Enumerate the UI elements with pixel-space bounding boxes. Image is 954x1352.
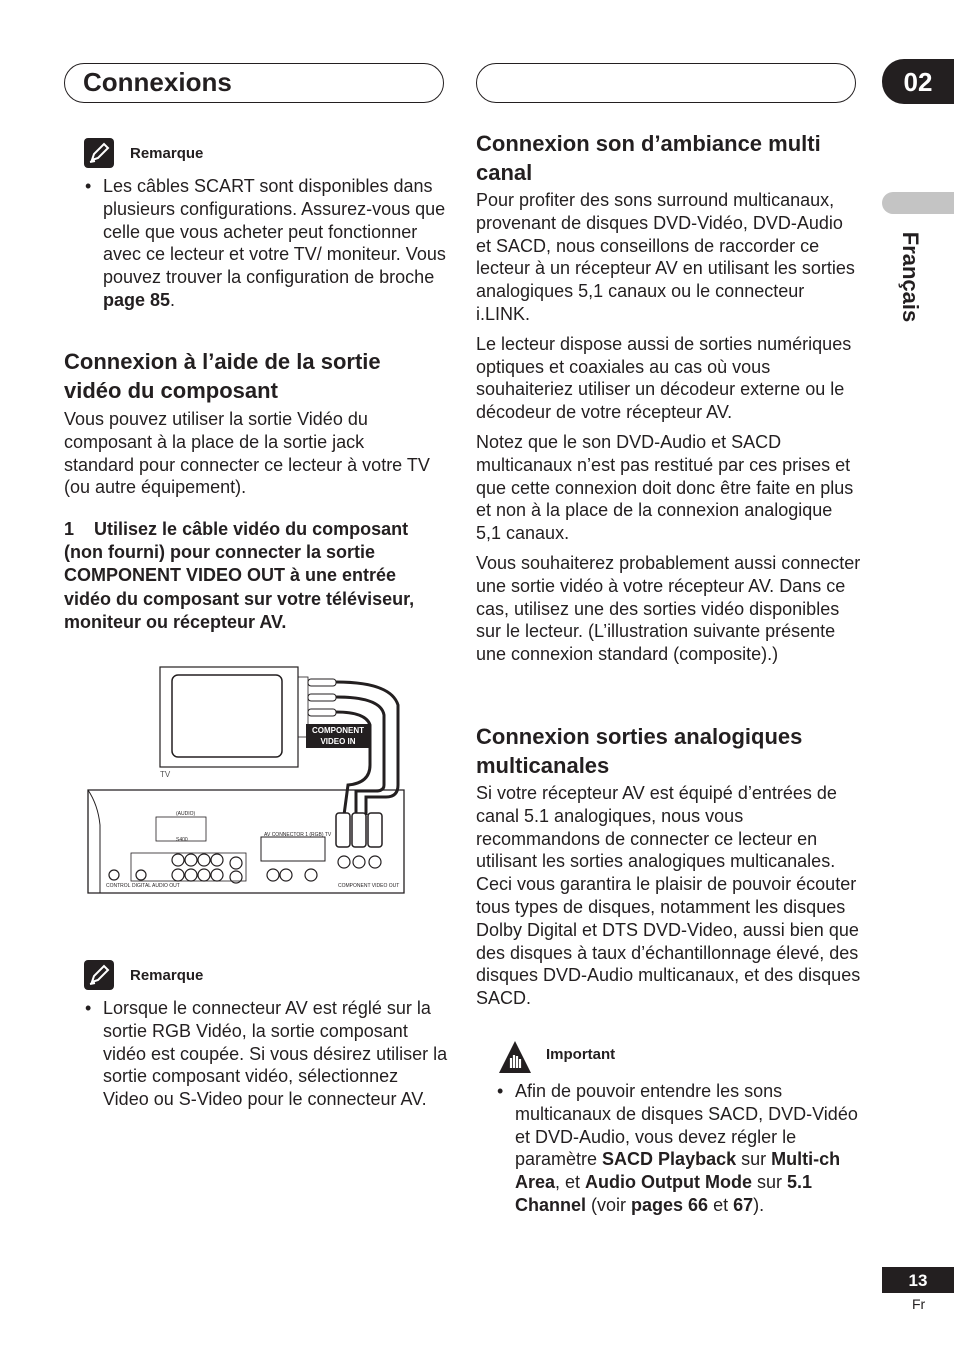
section-heading: Connexion à l’aide de la sortie vidéo du composant <box>64 349 381 403</box>
svg-text:CONTROL: CONTROL <box>106 883 131 889</box>
note-bullet: • Les câbles SCART sont disponibles dans plusieurs configurations. Assurez-vous que celle que vous acheter peut fonctionner avec ce lecteur et votre TV/ moniteur. Vous pouvez trouver la configuration de broche page 85. <box>85 176 446 310</box>
svg-text:S400: S400 <box>176 837 188 843</box>
section-heading: Connexion son d’ambiance multi canal <box>476 131 821 185</box>
header-blank-pill <box>476 63 856 103</box>
note-label: Remarque <box>130 967 204 984</box>
chapter-title-pill <box>64 63 444 103</box>
page-title: Connexions <box>83 67 232 97</box>
important-label: Important <box>546 1046 616 1063</box>
section-body: Vous pouvez utiliser la sortie Vidéo du composant à la place de la sortie jack standard pour connecter ce lecteur à votre TV (ou autre équipement). <box>64 409 430 498</box>
tv-input-label: COMPONENT <box>312 726 364 735</box>
important-bullet: • Afin de pouvoir entendre les sons multicanaux de disques SACD, DVD-Vidéo et DVD-Audio, vous devez régler le paramètre SACD Playback sur Multi-ch Area, et Audio Output Mode sur 5.1 Channel (voir pages 66 et 67). <box>497 1081 858 1215</box>
language-label: Français <box>898 231 923 323</box>
svg-text:COMPONENT VIDEO OUT: COMPONENT VIDEO OUT <box>338 883 400 889</box>
language-tab <box>880 224 940 334</box>
side-tab <box>882 192 954 214</box>
svg-text:DIGITAL AUDIO OUT: DIGITAL AUDIO OUT <box>132 883 180 889</box>
section-body: Pour profiter des sons surround multicanaux, provenant de disques DVD-Vidéo, DVD-Audio et SACD, nous conseillons de raccorder ce lecteur à un récepteur AV en utilisant les sorties analogiques 5,1 canaux ou le connecteur i.LINK. Le lecteur dispose aussi de sorties numériques optiques et coaxiales au cas où vous souhaiteriez utiliser un décodeur externe ou le décodeur de votre récepteur AV. Notez que le son DVD-Audio et SACD multicanaux n’est pas restitué par ces prises et que cette connexion doit donc être faite en plus et non à la place de la connexion analogique 5,1 canaux. Vous souhaiterez probablement aussi connecter une sortie vidéo à votre récepteur AV. Dans ce cas, utilisez une des sorties vidéo disponibles sur le lecteur. (L’illustration suivante présente une connexion standard (composite).) <box>476 190 861 665</box>
note-pencil-icon <box>84 960 114 990</box>
note-pencil-icon <box>84 138 114 168</box>
connection-diagram <box>86 665 406 900</box>
tv-label: TV <box>160 770 171 779</box>
svg-text:AV CONNECTOR 1 (RGB) TV: AV CONNECTOR 1 (RGB) TV <box>264 832 332 838</box>
section-body: Si votre récepteur AV est équipé d’entrées de canal 5.1 analogiques, nous vous recommandons de connecter ce lecteur en utilisant les sorties analogiques multicanales. Ceci vous garantira le plaisir de pouvoir écouter tous types de disques, notamment les disques Dolby Digital et DTS DVD-Video, aussi bien que des disques à taux d’échantillonnage élevé, des disques DVD-Audio multicanaux, et des disques SACD. <box>476 783 861 1009</box>
page-number: 13 <box>882 1267 954 1293</box>
section-heading: Connexion sorties analogiques multicanales <box>476 724 803 778</box>
important-hand-icon <box>498 1040 532 1074</box>
note-label: Remarque <box>130 145 204 162</box>
step-instruction: 1 Utilisez le câble vidéo du composant (non fourni) pour connecter la sortie COMPONENT VIDEO OUT à une entrée vidéo du composant sur votre téléviseur, moniteur ou récepteur AV. <box>64 519 415 632</box>
svg-text:(AUDIO): (AUDIO) <box>176 811 196 817</box>
tv-input-label: VIDEO IN <box>320 737 356 746</box>
language-code: Fr <box>912 1296 926 1312</box>
chapter-number: 02 <box>882 59 954 104</box>
note-bullet: • Lorsque le connecteur AV est réglé sur la sortie RGB Vidéo, la sortie composant vidéo est coupée. Si vous désirez utiliser la sortie composant vidéo, sélectionnez Video ou S-Video pour le connecteur AV. <box>85 998 448 1110</box>
